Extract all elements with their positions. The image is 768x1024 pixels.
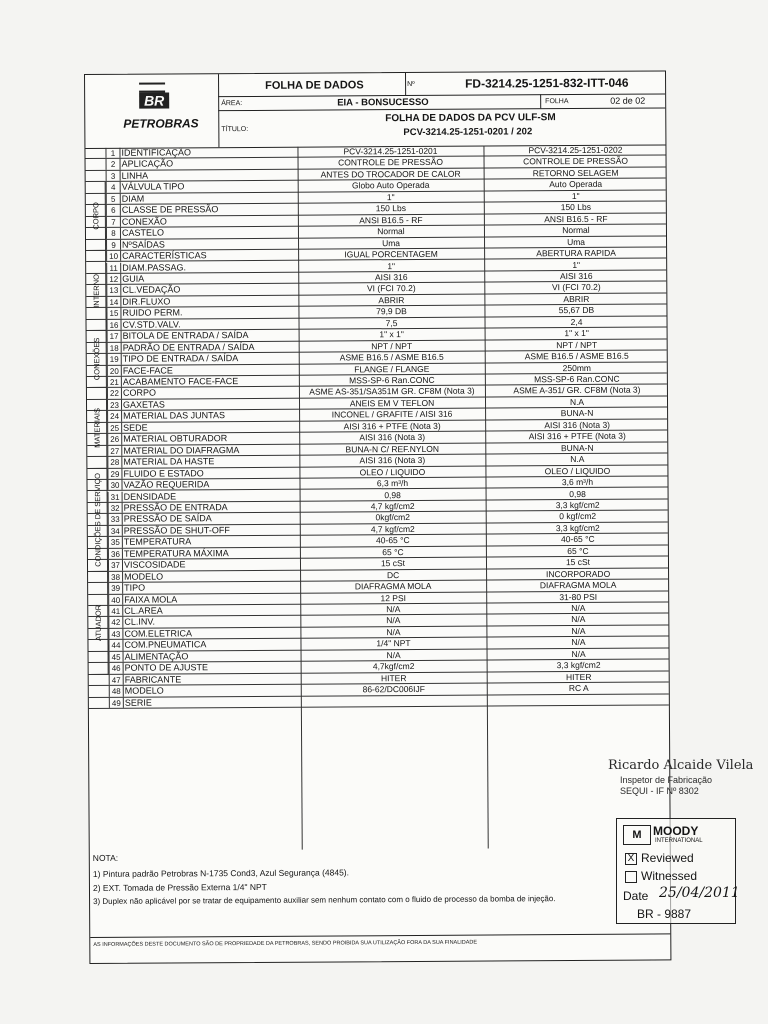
row-value-0201: 0,98 bbox=[384, 489, 401, 500]
row-value-0201: 7,5 bbox=[385, 317, 398, 328]
row-value-0201: 4,7kgf/cm2 bbox=[372, 661, 415, 672]
row-label: CL.AREA bbox=[124, 605, 163, 616]
row-label: COM.PNEUMATICA bbox=[124, 639, 207, 651]
row-label: MATERIAL DA HASTE bbox=[123, 456, 215, 467]
row-number: 5 bbox=[106, 194, 121, 205]
row-value-0202: AISI 316 (Nota 3) bbox=[544, 419, 611, 430]
section-label: ATUADOR bbox=[93, 604, 103, 641]
section-group bbox=[87, 468, 108, 571]
row-value-0202: 2,4 bbox=[570, 316, 583, 327]
folha-label: FOLHA bbox=[545, 98, 569, 106]
row-value-0201: 150 Lbs bbox=[375, 203, 406, 214]
row-number: 23 bbox=[107, 400, 122, 411]
row-value-0202: 40-65 °C bbox=[560, 534, 595, 545]
row-value-0201: 6,3 m³/h bbox=[376, 478, 409, 489]
row-number: 48 bbox=[109, 686, 124, 697]
row-value-0202: N/A bbox=[571, 602, 586, 614]
row-value-0201: 4,7 kgf/cm2 bbox=[370, 523, 415, 535]
row-value-0201: Uma bbox=[382, 237, 401, 248]
row-number: 44 bbox=[108, 640, 123, 651]
section-label: CORPO bbox=[90, 202, 100, 230]
row-label: NºSAÍDAS bbox=[122, 239, 165, 250]
row-label: CLASSE DE PRESSÃO bbox=[121, 204, 219, 216]
row-value-0202: BUNA-N bbox=[560, 408, 594, 419]
row-number: 30 bbox=[107, 480, 122, 491]
row-label: PRESSÃO DE ENTRADA bbox=[123, 502, 228, 513]
row-value-0202: NPT / NPT bbox=[556, 339, 598, 350]
row-value-0201: MSS-SP-6 Ran.CONC bbox=[349, 374, 435, 386]
row-number: 37 bbox=[108, 560, 123, 571]
row-label: LINHA bbox=[121, 170, 149, 181]
row-value-0201: CONTROLE DE PRESSÃO bbox=[338, 157, 443, 168]
section-group bbox=[88, 572, 109, 675]
row-value-0202: 3,3 kgf/cm2 bbox=[555, 522, 600, 533]
folha-value: 02 de 02 bbox=[610, 95, 646, 106]
footer bbox=[90, 933, 670, 948]
row-value-0202: RC A bbox=[568, 683, 589, 694]
row-label: CV.STD.VALV. bbox=[122, 319, 181, 330]
row-value-0202: PCV-3214.25-1251-0202 bbox=[528, 144, 623, 156]
data-sheet bbox=[84, 70, 671, 964]
row-number: 15 bbox=[106, 308, 121, 319]
row-value-0202: 3,6 m³/h bbox=[561, 476, 594, 488]
row-value-0202: VI (FCI 70.2) bbox=[551, 282, 601, 293]
row-value-0201: ANTES DO TROCADOR DE CALOR bbox=[320, 168, 461, 180]
row-value-0201: N/A bbox=[386, 649, 401, 660]
table-row bbox=[89, 694, 669, 709]
row-label: CL.INV. bbox=[124, 617, 156, 628]
row-value-0202 bbox=[487, 694, 671, 695]
row-label: BITOLA DE ENTRADA / SAÍDA bbox=[122, 330, 249, 341]
row-value-0201: DIAFRAGMA MOLA bbox=[354, 580, 432, 592]
row-label: TEMPERATURA MÁXIMA bbox=[123, 547, 229, 559]
note-3: 3) Duplex não aplicável por se tratar de equipamento auxiliar sem nenhum contato com o fluido de processo da bomba de injeção. bbox=[93, 894, 556, 906]
row-number: 2 bbox=[106, 159, 121, 170]
row-value-0201: 12 PSI bbox=[380, 592, 407, 603]
row-label: VISCOSIDADE bbox=[123, 559, 186, 570]
row-number: 42 bbox=[108, 617, 123, 628]
witnessed-label: Witnessed bbox=[641, 869, 698, 883]
row-number: 1 bbox=[105, 148, 120, 159]
row-number: 9 bbox=[106, 239, 121, 250]
row-number: 3 bbox=[106, 171, 121, 182]
row-value-0201: OLEO / LIQUIDO bbox=[359, 466, 426, 477]
row-value-0201: ASME B16.5 / ASME B16.5 bbox=[339, 351, 444, 363]
row-number: 43 bbox=[108, 629, 123, 640]
document-header bbox=[85, 71, 665, 149]
row-number: 41 bbox=[108, 606, 123, 617]
row-value-0202: RETORNO SELAGEM bbox=[532, 167, 619, 179]
row-value-0202: AISI 316 bbox=[559, 270, 593, 282]
row-number: 34 bbox=[108, 526, 123, 537]
moody-logo-icon: M bbox=[623, 825, 651, 845]
row-label: GUIA bbox=[122, 273, 145, 284]
row-number: 18 bbox=[107, 342, 122, 353]
row-value-0202: 3,3 kgf/cm2 bbox=[556, 660, 601, 671]
row-label: CORPO bbox=[122, 388, 156, 399]
row-value-0202: N.A bbox=[570, 454, 585, 465]
row-label: DENSIDADE bbox=[123, 490, 177, 502]
row-number: 16 bbox=[107, 320, 122, 331]
row-number: 7 bbox=[106, 216, 121, 227]
row-number: 49 bbox=[109, 697, 124, 708]
witnessed-checkbox bbox=[625, 871, 637, 883]
row-value-0201: 1" x 1" bbox=[379, 329, 404, 340]
row-label: GAXETAS bbox=[122, 399, 165, 410]
moody-sub: INTERNATIONAL bbox=[655, 838, 703, 844]
row-number: 47 bbox=[109, 674, 124, 685]
row-value-0202: OLEO / LIQUIDO bbox=[544, 465, 611, 476]
row-label: IDENTIFICAÇÃO bbox=[121, 147, 192, 158]
row-label: PADRÃO DE ENTRADA / SAÍDA bbox=[122, 341, 255, 353]
row-value-0202: Auto Operada bbox=[549, 179, 603, 190]
row-value-0202: 1" x 1" bbox=[564, 328, 589, 339]
row-value-0201: AISI 316 (Nota 3) bbox=[359, 455, 426, 466]
row-label: FABRICANTE bbox=[124, 674, 182, 685]
row-value-0202: ASME B16.5 / ASME B16.5 bbox=[524, 350, 629, 362]
row-value-0201: N/A bbox=[386, 626, 401, 638]
reviewed-label: Reviewed bbox=[641, 851, 694, 865]
row-value-0201: Normal bbox=[377, 226, 405, 237]
row-label: MATERIAL DO DIAFRAGMA bbox=[123, 444, 240, 456]
row-label: ALIMENTAÇÃO bbox=[124, 651, 189, 662]
row-value-0202: 150 Lbs bbox=[560, 202, 591, 213]
row-value-0201: 1" bbox=[387, 260, 396, 271]
row-label: MATERIAL DAS JUNTAS bbox=[123, 410, 225, 422]
date-label: Date bbox=[623, 889, 649, 903]
row-value-0202: BUNA-N bbox=[560, 442, 594, 453]
row-number: 6 bbox=[106, 205, 121, 216]
row-value-0201: INCONEL / GRAFITE / AISI 316 bbox=[331, 409, 453, 420]
petrobras-logo bbox=[85, 74, 219, 148]
row-value-0202: 55,67 DB bbox=[558, 305, 595, 316]
row-number: 46 bbox=[109, 663, 124, 674]
date-value: 25/04/2011 bbox=[659, 885, 740, 901]
row-number: 39 bbox=[108, 583, 123, 594]
row-value-0201: ANEIS EM V TEFLON bbox=[349, 397, 435, 409]
row-value-0201: Globo Auto Operada bbox=[351, 180, 430, 191]
row-value-0202: ANSI B16.5 - RF bbox=[544, 213, 608, 224]
row-number: 33 bbox=[108, 514, 123, 525]
row-number: 35 bbox=[108, 537, 123, 548]
row-label: FLUIDO E ESTADO bbox=[123, 467, 204, 479]
row-value-0201: ASME AS-351/SA351M GR. CF8M (Nota 3) bbox=[309, 386, 475, 398]
row-value-0202: N.A bbox=[569, 396, 585, 407]
row-value-0201: 15 cSt bbox=[380, 558, 406, 569]
row-number: 26 bbox=[107, 434, 122, 445]
row-number: 11 bbox=[106, 262, 121, 273]
row-label: VÁLVULA TIPO bbox=[121, 181, 185, 193]
doc-type: FOLHA DE DADOS bbox=[265, 79, 364, 92]
row-label: RUIDO PERM. bbox=[122, 307, 183, 319]
moody-stamp bbox=[616, 818, 740, 924]
row-value-0201: FLANGE / FLANGE bbox=[354, 363, 430, 374]
row-value-0201: N/A bbox=[386, 615, 401, 626]
note-2: 2) EXT. Tomada de Pressão Externa 1/4" NPT bbox=[92, 881, 267, 893]
row-number: 8 bbox=[106, 228, 121, 239]
title-label: TÍTULO: bbox=[221, 125, 249, 134]
row-number: 21 bbox=[107, 377, 122, 388]
logo-bars-icon bbox=[139, 83, 165, 93]
section-group bbox=[87, 388, 107, 468]
row-value-0202: 1" bbox=[572, 259, 581, 270]
row-number: 4 bbox=[106, 182, 121, 193]
row-number: 24 bbox=[107, 411, 122, 422]
row-value-0201: 1" bbox=[386, 191, 395, 202]
row-value-0202: 15 cSt bbox=[565, 557, 591, 568]
section-label: CONEXÕES bbox=[91, 337, 101, 381]
section-group bbox=[87, 331, 107, 388]
section-group bbox=[86, 182, 106, 251]
row-number: 25 bbox=[107, 423, 122, 434]
logo-name: PETROBRAS bbox=[123, 116, 199, 131]
area-value: EIA - BONSUCESSO bbox=[337, 96, 429, 109]
inspector-reg: SEQUI - IF Nº 8302 bbox=[620, 786, 699, 796]
row-value-0201: 65 °C bbox=[382, 546, 404, 557]
row-value-0201: ANSI B16.5 - RF bbox=[359, 214, 423, 226]
row-number: 28 bbox=[107, 457, 122, 468]
row-value-0202: HITER bbox=[565, 671, 592, 682]
row-label: TIPO DE ENTRADA / SAÍDA bbox=[122, 353, 239, 364]
section-label: MATERIAIS bbox=[92, 407, 102, 448]
row-label: APLICAÇÃO bbox=[121, 158, 174, 170]
row-value-0202: ABRIR bbox=[563, 293, 590, 304]
row-number: 40 bbox=[108, 594, 123, 605]
note-1: 1) Pintura padrão Petrobras N-1735 Cond3, Azul Segurança (4845). bbox=[92, 867, 350, 879]
title-line-2: PCV-3214.25-1251-0201 / 202 bbox=[403, 126, 533, 139]
logo-br-mark: BR bbox=[139, 92, 169, 108]
row-value-0201: 86-62/DC006IJF bbox=[362, 684, 425, 695]
row-value-0202: 31-80 PSI bbox=[559, 591, 598, 602]
row-value-0201: AISI 316 (Nota 3) bbox=[359, 432, 426, 443]
row-value-0201 bbox=[301, 695, 487, 696]
moody-code: BR - 9887 bbox=[637, 907, 692, 921]
inspector-role: Inspetor de Fabricação bbox=[620, 775, 713, 785]
row-value-0202: Normal bbox=[562, 225, 590, 236]
row-value-0202: 65 °C bbox=[567, 545, 589, 556]
row-value-0201: HITER bbox=[380, 672, 407, 683]
row-value-0201: ABRIR bbox=[378, 294, 405, 306]
row-value-0202: MSS-SP-6 Ran.CONC bbox=[534, 373, 620, 385]
row-number: 22 bbox=[107, 388, 122, 399]
row-number: 19 bbox=[107, 354, 122, 365]
row-number: 12 bbox=[106, 274, 121, 285]
row-value-0202: INCORPORADO bbox=[545, 568, 611, 579]
row-number: 32 bbox=[108, 503, 123, 514]
row-value-0202: 1" bbox=[571, 190, 580, 201]
row-number: 20 bbox=[107, 365, 122, 376]
row-label: MATERIAL OBTURADOR bbox=[123, 433, 228, 445]
row-label: VAZÃO REQUERIDA bbox=[123, 479, 210, 490]
row-label: MODELO bbox=[124, 685, 164, 696]
row-value-0202: ABERTURA RAPIDA bbox=[536, 247, 616, 259]
row-number: 14 bbox=[106, 297, 121, 308]
area-label: ÁREA: bbox=[221, 100, 243, 108]
reviewed-checkbox: X bbox=[625, 853, 637, 865]
row-value-0201: NPT / NPT bbox=[371, 340, 413, 351]
row-value-0201: 40-65 °C bbox=[375, 535, 410, 546]
row-value-0202: N/A bbox=[571, 625, 586, 636]
row-label: DIR.FLUXO bbox=[122, 296, 171, 307]
row-number: 36 bbox=[108, 549, 123, 560]
row-number: 38 bbox=[108, 571, 123, 582]
section-label: INTERNO bbox=[91, 273, 101, 308]
doc-number: FD-3214.25-1251-832-ITT-046 bbox=[465, 75, 629, 91]
row-label: DIAM bbox=[121, 193, 145, 204]
row-number: 17 bbox=[107, 331, 122, 342]
row-value-0201: AISI 316 + PTFE (Nota 3) bbox=[343, 420, 441, 432]
row-number: 29 bbox=[107, 468, 122, 479]
row-value-0201: IGUAL PORCENTAGEM bbox=[344, 248, 438, 260]
row-label: CL.VEDAÇÃO bbox=[122, 284, 181, 296]
row-label: PRESSÃO DE SAÍDA bbox=[123, 513, 212, 525]
moody-company: MOODY bbox=[653, 824, 699, 838]
row-value-0202: 0,98 bbox=[569, 488, 586, 499]
section-group bbox=[86, 251, 106, 331]
row-value-0201: 0kgf/cm2 bbox=[375, 512, 410, 523]
footer-text: AS INFORMAÇÕES DESTE DOCUMENTO SÃO DE PROPRIEDADE DA PETROBRAS, SENDO PROIBIDA SUA UTILIZAÇÃO FORA DA SUA FINALIDADE bbox=[93, 939, 478, 948]
row-number: 27 bbox=[107, 445, 122, 456]
row-label: SERIE bbox=[124, 697, 152, 708]
row-value-0202: DIAFRAGMA MOLA bbox=[539, 579, 617, 591]
row-number: 10 bbox=[106, 251, 121, 262]
row-label: CASTELO bbox=[121, 227, 165, 238]
row-label: COM.ELETRICA bbox=[124, 628, 192, 639]
row-value-0202: 250mm bbox=[562, 362, 592, 373]
row-value-0201: 79,9 DB bbox=[376, 306, 407, 317]
row-value-0202: ASME A-351/ GR. CF8M (Nota 3) bbox=[513, 385, 641, 396]
row-value-0202: AISI 316 + PTFE (Nota 3) bbox=[528, 430, 626, 442]
inspector-name: Ricardo Alcaide Vilela bbox=[608, 758, 754, 773]
row-label: MODELO bbox=[124, 571, 164, 582]
row-value-0202: N/A bbox=[571, 648, 586, 659]
row-value-0202: 0 kgf/cm2 bbox=[559, 511, 597, 522]
row-label: ACABAMENTO FACE-FACE bbox=[122, 376, 239, 387]
row-label: PRESSÃO DE SHUT-OFF bbox=[123, 524, 230, 536]
row-label: DIAM.PASSAG. bbox=[122, 261, 187, 273]
row-value-0201: AISI 316 bbox=[374, 271, 408, 283]
row-value-0201: DC bbox=[386, 569, 400, 580]
row-value-0201: VI (FCI 70.2) bbox=[366, 283, 416, 294]
row-value-0201: 1/4" NPT bbox=[376, 638, 411, 649]
notes-title: NOTA: bbox=[92, 852, 119, 863]
row-value-0201: N/A bbox=[386, 604, 401, 615]
section-label: CONDIÇÕES DE SERVIÇO bbox=[92, 472, 103, 567]
row-number: 45 bbox=[109, 652, 124, 663]
inspector-stamp bbox=[608, 758, 768, 798]
row-value-0201: 4,7 kgf/cm2 bbox=[370, 500, 415, 512]
row-label: CONEXÃO bbox=[121, 216, 167, 227]
row-label: SEDE bbox=[123, 422, 148, 433]
row-label: FACE-FACE bbox=[122, 365, 173, 376]
row-label: PONTO DE AJUSTE bbox=[124, 662, 209, 674]
row-label: TIPO bbox=[124, 582, 146, 593]
row-value-0202: CONTROLE DE PRESSÃO bbox=[523, 156, 628, 167]
row-label: FAIXA MOLA bbox=[124, 593, 178, 605]
row-value-0202: N/A bbox=[571, 637, 586, 648]
row-value-0202: Uma bbox=[567, 236, 586, 247]
row-label: TEMPERATURA bbox=[123, 536, 192, 548]
doc-number-label: Nº bbox=[407, 80, 415, 89]
title-line-1: FOLHA DE DADOS DA PCV ULF-SM bbox=[385, 112, 556, 125]
row-value-0202: N/A bbox=[571, 614, 586, 625]
row-value-0202: 3,3 kgf/cm2 bbox=[555, 499, 600, 511]
row-value-0201: PCV-3214.25-1251-0201 bbox=[343, 145, 438, 157]
row-label: CARACTERÍSTICAS bbox=[122, 250, 207, 261]
row-number: 31 bbox=[108, 491, 123, 502]
row-value-0201: BUNA-N C/ REF.NYLON bbox=[345, 443, 440, 455]
row-number: 13 bbox=[106, 285, 121, 296]
